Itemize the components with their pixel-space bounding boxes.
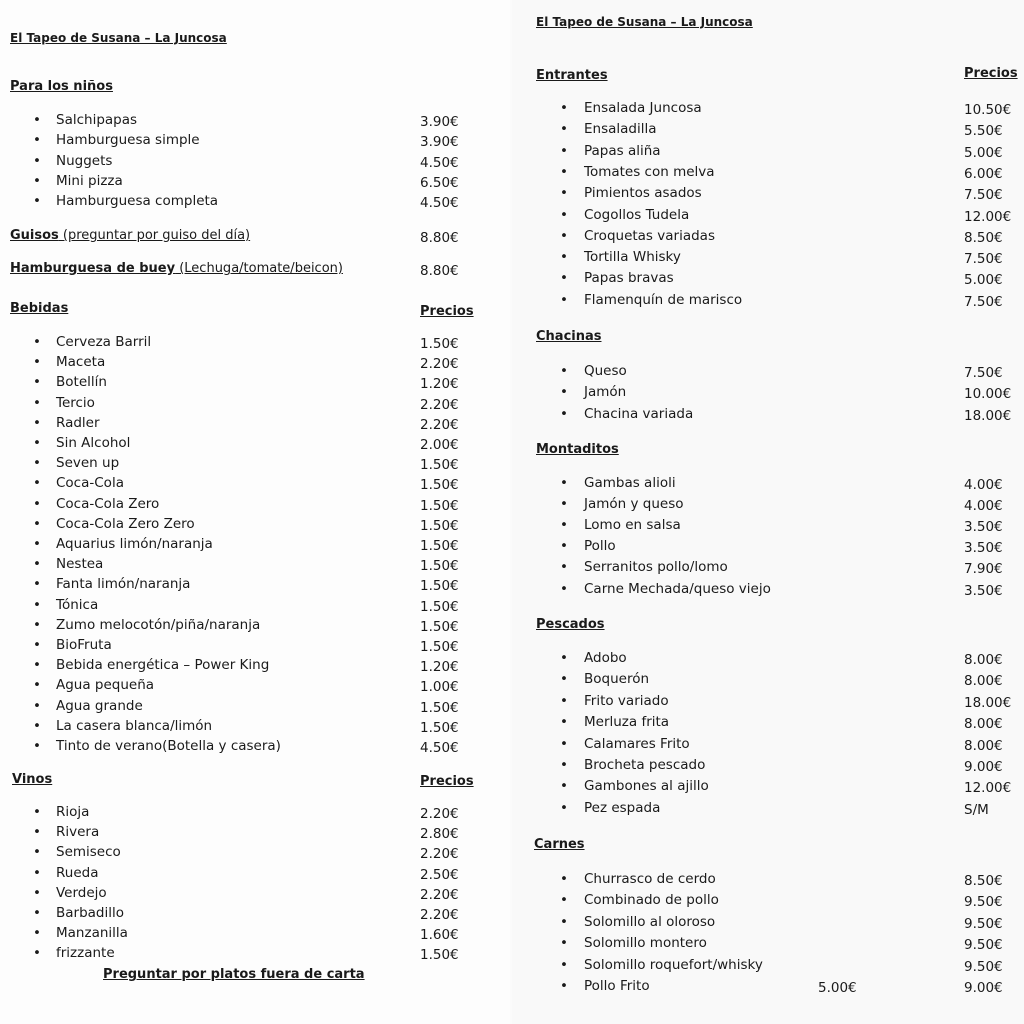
menu-item-price: 1.50€ bbox=[420, 639, 459, 655]
menu-item-name: Coca-Cola bbox=[56, 475, 124, 492]
bullet-icon bbox=[560, 757, 568, 773]
menu-item-name: Agua pequeña bbox=[56, 677, 155, 694]
hamburguesa-price: 8.80€ bbox=[420, 263, 459, 279]
menu-page-right bbox=[512, 0, 1024, 1024]
bullet-icon bbox=[33, 844, 41, 860]
menu-item-price: 7.50€ bbox=[964, 293, 1003, 310]
guisos-price: 8.80€ bbox=[420, 230, 459, 246]
menu-item-name: Mini pizza bbox=[56, 172, 123, 189]
menu-item-price: 2.00€ bbox=[420, 437, 459, 453]
menu-item-price: 1.00€ bbox=[420, 679, 459, 696]
menu-item-name: Lomo en salsa bbox=[584, 517, 681, 534]
menu-item-price: 18.00€ bbox=[964, 694, 1012, 711]
bullet-icon bbox=[560, 714, 568, 730]
menu-item-price: 1.50€ bbox=[420, 558, 459, 575]
menu-item-price: 1.50€ bbox=[420, 598, 459, 615]
bullet-icon bbox=[560, 517, 568, 533]
section-heading-ninos: Para los niños bbox=[10, 79, 113, 94]
menu-item-name: Seven up bbox=[56, 455, 120, 472]
menu-item-name: Botellín bbox=[56, 374, 107, 391]
menu-item-name: Papas aliña bbox=[584, 142, 661, 159]
menu-item-price: 2.20€ bbox=[420, 396, 459, 413]
menu-item-price: 8.00€ bbox=[964, 737, 1003, 754]
guisos-label: Guisos bbox=[10, 228, 59, 243]
bullet-icon bbox=[560, 650, 568, 666]
menu-item-price: 2.20€ bbox=[420, 806, 459, 822]
bullet-icon bbox=[33, 865, 41, 881]
bullet-icon bbox=[560, 249, 568, 265]
menu-item-name: Calamares Frito bbox=[584, 735, 690, 752]
menu-item-price: 1.50€ bbox=[420, 457, 459, 474]
menu-item-name: Croquetas variadas bbox=[584, 227, 715, 244]
menu-item-name: Gambones al ajillo bbox=[584, 778, 709, 795]
menu-item-price: 7.50€ bbox=[964, 365, 1003, 381]
menu-item-price: 1.50€ bbox=[420, 699, 459, 716]
bullet-icon bbox=[33, 637, 41, 653]
menu-item-price: 1.50€ bbox=[420, 947, 459, 964]
bullet-icon bbox=[33, 718, 41, 734]
menu-item-price: 10.50€ bbox=[964, 102, 1012, 118]
bullet-icon bbox=[560, 164, 568, 180]
menu-item-price: 2.20€ bbox=[420, 416, 459, 433]
menu-item-price: 9.50€ bbox=[964, 894, 1003, 911]
hamburguesa-label: Hamburguesa de buey bbox=[10, 261, 176, 276]
menu-item-price: S/M bbox=[964, 801, 989, 818]
bullet-icon bbox=[560, 800, 568, 816]
menu-item-price: 1.50€ bbox=[420, 618, 459, 635]
menu-item-price: 8.00€ bbox=[964, 652, 1003, 668]
menu-item-price: 2.20€ bbox=[420, 907, 459, 923]
menu-item-name: Jamón bbox=[584, 384, 627, 401]
bullet-icon bbox=[33, 173, 41, 189]
bullet-icon bbox=[33, 905, 41, 921]
menu-item-name: Verdejo bbox=[56, 884, 107, 901]
section-heading-bebidas: Bebidas bbox=[10, 301, 69, 316]
menu-item-name: Tónica bbox=[56, 596, 99, 613]
menu-item-price: 12.00€ bbox=[964, 208, 1012, 225]
menu-item-name: Pez espada bbox=[584, 799, 661, 816]
bullet-icon bbox=[560, 384, 568, 400]
menu-item-name: Serranitos pollo/lomo bbox=[584, 559, 728, 576]
menu-item-price: 18.00€ bbox=[964, 407, 1012, 424]
bullet-icon bbox=[560, 100, 568, 116]
menu-item-price: 1.50€ bbox=[420, 497, 459, 514]
menu-item-name: Merluza frita bbox=[584, 714, 670, 731]
section-heading-guisos bbox=[10, 228, 250, 243]
menu-item-name: Rivera bbox=[56, 824, 100, 841]
bullet-icon bbox=[33, 415, 41, 431]
price-header-bebidas: Precios bbox=[420, 304, 474, 319]
bullet-icon bbox=[560, 496, 568, 512]
menu-item-name: Papas bravas bbox=[584, 270, 674, 287]
guisos-note: (preguntar por guiso del día) bbox=[58, 228, 251, 243]
menu-item-price: 9.00€ bbox=[964, 759, 1003, 775]
menu-item-name: Tomates con melva bbox=[584, 163, 715, 180]
menu-item-name: Bebida energética – Power King bbox=[56, 657, 270, 674]
menu-item-name: Manzanilla bbox=[56, 925, 128, 942]
bullet-icon bbox=[560, 778, 568, 794]
bullet-icon bbox=[33, 885, 41, 901]
bullet-icon bbox=[33, 516, 41, 532]
menu-item-price: 8.50€ bbox=[964, 873, 1003, 889]
bullet-icon bbox=[33, 536, 41, 552]
menu-item-price: 2.20€ bbox=[420, 846, 459, 863]
menu-item-price: 4.00€ bbox=[964, 477, 1003, 493]
menu-item-name: Nuggets bbox=[56, 152, 113, 169]
menu-item-name: Solomillo roquefort/whisky bbox=[584, 956, 763, 973]
menu-item-price: 9.50€ bbox=[964, 937, 1003, 954]
bullet-icon bbox=[560, 871, 568, 887]
menu-item-price: 7.50€ bbox=[964, 187, 1003, 204]
menu-item-name: Tortilla Whisky bbox=[584, 249, 681, 266]
price-header-entrantes: Precios bbox=[964, 66, 1018, 81]
bullet-icon bbox=[560, 228, 568, 244]
section-heading-entrantes: Entrantes bbox=[536, 68, 608, 83]
menu-item-name: Jamón y queso bbox=[584, 496, 684, 513]
bullet-icon bbox=[33, 374, 41, 390]
bullet-icon bbox=[560, 935, 568, 951]
menu-item-name: Churrasco de cerdo bbox=[584, 871, 716, 887]
menu-item-name: Pollo bbox=[584, 538, 616, 555]
bullet-icon bbox=[560, 538, 568, 554]
menu-item-price: 4.50€ bbox=[420, 740, 459, 756]
menu-page-left bbox=[0, 0, 510, 1024]
menu-item-price: 3.50€ bbox=[964, 582, 1003, 599]
bullet-icon bbox=[560, 581, 568, 597]
bullet-icon bbox=[33, 576, 41, 592]
bullet-icon bbox=[560, 693, 568, 709]
menu-item-name: Combinado de pollo bbox=[584, 892, 719, 909]
bullet-icon bbox=[33, 354, 41, 370]
menu-item-name: Hamburguesa completa bbox=[56, 193, 219, 210]
menu-item-price: 1.50€ bbox=[420, 538, 459, 554]
menu-item-price: 5.50€ bbox=[964, 123, 1003, 140]
menu-item-price: 10.00€ bbox=[964, 386, 1012, 403]
menu-item-price: 9.50€ bbox=[964, 958, 1003, 975]
menu-item-name: Gambas alioli bbox=[584, 475, 676, 491]
menu-item-price: 3.90€ bbox=[420, 114, 459, 130]
menu-item-name: Nestea bbox=[56, 556, 104, 573]
menu-item-price: 12.00€ bbox=[964, 780, 1012, 797]
menu-item-name: La casera blanca/limón bbox=[56, 717, 213, 734]
menu-item-half-price: 5.00€ bbox=[818, 980, 857, 996]
section-heading-hamburguesa bbox=[10, 261, 343, 276]
bullet-icon bbox=[560, 914, 568, 930]
menu-item-price: 7.90€ bbox=[964, 561, 1003, 578]
menu-item-price: 2.20€ bbox=[420, 356, 459, 373]
footer-note: Preguntar por platos fuera de carta bbox=[103, 967, 365, 982]
menu-item-name: Semiseco bbox=[56, 844, 121, 861]
bullet-icon bbox=[560, 957, 568, 973]
menu-item-name: Queso bbox=[584, 363, 627, 379]
menu-item-price: 1.20€ bbox=[420, 659, 459, 676]
menu-item-name: BioFruta bbox=[56, 637, 112, 653]
menu-item-name: Cogollos Tudela bbox=[584, 206, 690, 223]
menu-item-name: Zumo melocotón/piña/naranja bbox=[56, 616, 261, 633]
bullet-icon bbox=[33, 435, 41, 451]
bullet-icon bbox=[33, 824, 41, 840]
menu-item-name: Flamenquín de marisco bbox=[584, 291, 743, 308]
bullet-icon bbox=[33, 132, 41, 148]
menu-item-price: 2.20€ bbox=[420, 886, 459, 903]
menu-item-name: Tinto de verano(Botella y casera) bbox=[56, 738, 281, 754]
bullet-icon bbox=[33, 496, 41, 512]
section-heading-montaditos: Montaditos bbox=[536, 442, 619, 457]
section-heading-pescados: Pescados bbox=[536, 617, 605, 632]
menu-item-name: Adobo bbox=[584, 650, 627, 666]
menu-item-name: Boquerón bbox=[584, 671, 650, 688]
menu-item-name: Salchipapas bbox=[56, 112, 138, 128]
menu-item-name: Coca-Cola Zero Zero bbox=[56, 515, 195, 532]
menu-item-price: 4.50€ bbox=[420, 154, 459, 171]
menu-item-price: 3.50€ bbox=[964, 519, 1003, 536]
bullet-icon bbox=[33, 738, 41, 754]
bullet-icon bbox=[560, 270, 568, 286]
menu-item-price: 2.50€ bbox=[420, 866, 459, 883]
menu-item-price: 7.50€ bbox=[964, 251, 1003, 268]
menu-item-price: 1.50€ bbox=[420, 719, 459, 736]
menu-item-name: Cerveza Barril bbox=[56, 334, 152, 350]
menu-item-price: 3.90€ bbox=[420, 134, 459, 151]
menu-item-price: 1.50€ bbox=[420, 578, 459, 595]
menu-item-name: Rueda bbox=[56, 864, 99, 881]
menu-item-name: Coca-Cola Zero bbox=[56, 495, 160, 512]
menu-item-price: 5.00€ bbox=[964, 272, 1003, 289]
menu-item-name: Chacina variada bbox=[584, 405, 694, 422]
bullet-icon bbox=[33, 804, 41, 820]
bullet-icon bbox=[560, 736, 568, 752]
bullet-icon bbox=[560, 121, 568, 137]
bullet-icon bbox=[33, 925, 41, 941]
menu-item-price: 1.50€ bbox=[420, 517, 459, 534]
bullet-icon bbox=[33, 556, 41, 572]
menu-item-name: Rioja bbox=[56, 804, 90, 820]
menu-title: El Tapeo de Susana – La Juncosa bbox=[10, 31, 227, 45]
bullet-icon bbox=[33, 112, 41, 128]
bullet-icon bbox=[33, 945, 41, 961]
menu-item-price: 5.00€ bbox=[964, 144, 1003, 161]
menu-item-name: Pimientos asados bbox=[584, 185, 702, 202]
bullet-icon bbox=[33, 334, 41, 350]
bullet-icon bbox=[560, 185, 568, 201]
menu-item-price: 1.50€ bbox=[420, 336, 459, 352]
menu-item-name: Agua grande bbox=[56, 697, 143, 714]
menu-item-name: frizzante bbox=[56, 945, 115, 962]
menu-item-name: Sin Alcohol bbox=[56, 435, 131, 451]
bullet-icon bbox=[560, 978, 568, 994]
bullet-icon bbox=[33, 677, 41, 693]
bullet-icon bbox=[33, 698, 41, 714]
hamburguesa-note: (Lechuga/tomate/beicon) bbox=[175, 261, 343, 276]
menu-item-name: Solomillo montero bbox=[584, 935, 707, 952]
menu-item-name: Tercio bbox=[56, 394, 95, 411]
menu-item-price: 8.00€ bbox=[964, 673, 1003, 690]
bullet-icon bbox=[560, 143, 568, 159]
menu-item-price: 9.50€ bbox=[964, 915, 1003, 932]
bullet-icon bbox=[33, 455, 41, 471]
bullet-icon bbox=[560, 559, 568, 575]
menu-item-name: Fanta limón/naranja bbox=[56, 576, 191, 593]
menu-item-price: 4.00€ bbox=[964, 498, 1003, 515]
menu-item-name: Hamburguesa simple bbox=[56, 132, 200, 149]
bullet-icon bbox=[33, 475, 41, 491]
bullet-icon bbox=[560, 671, 568, 687]
menu-item-price: 3.50€ bbox=[964, 540, 1003, 557]
menu-item-name: Frito variado bbox=[584, 692, 669, 709]
menu-item-name: Ensaladilla bbox=[584, 121, 657, 138]
bullet-icon bbox=[33, 657, 41, 673]
menu-item-price: 1.60€ bbox=[420, 927, 459, 944]
menu-item-name: Maceta bbox=[56, 354, 106, 371]
menu-title: El Tapeo de Susana – La Juncosa bbox=[536, 15, 753, 29]
menu-item-price: 8.00€ bbox=[964, 716, 1003, 733]
menu-item-name: Solomillo al oloroso bbox=[584, 913, 716, 930]
bullet-icon bbox=[560, 363, 568, 379]
menu-item-price: 8.50€ bbox=[964, 229, 1003, 246]
bullet-icon bbox=[33, 597, 41, 613]
bullet-icon bbox=[560, 892, 568, 908]
section-heading-vinos: Vinos bbox=[12, 772, 53, 787]
menu-item-price: 9.00€ bbox=[964, 980, 1003, 996]
section-heading-carnes: Carnes bbox=[534, 837, 585, 852]
menu-item-price: 6.50€ bbox=[420, 174, 459, 191]
menu-item-name: Barbadillo bbox=[56, 905, 125, 921]
bullet-icon bbox=[33, 153, 41, 169]
price-header-vinos: Precios bbox=[420, 774, 474, 789]
bullet-icon bbox=[33, 395, 41, 411]
menu-item-name: Ensalada Juncosa bbox=[584, 100, 702, 116]
menu-item-name: Pollo Frito bbox=[584, 978, 650, 994]
section-heading-chacinas: Chacinas bbox=[536, 329, 602, 344]
menu-item-price: 1.20€ bbox=[420, 376, 459, 393]
menu-item-name: Radler bbox=[56, 414, 100, 431]
bullet-icon bbox=[560, 292, 568, 308]
bullet-icon bbox=[33, 193, 41, 209]
menu-item-name: Carne Mechada/queso viejo bbox=[584, 580, 771, 597]
menu-item-name: Brocheta pescado bbox=[584, 757, 706, 773]
bullet-icon bbox=[33, 617, 41, 633]
menu-item-name: Aquarius limón/naranja bbox=[56, 536, 213, 552]
menu-item-price: 4.50€ bbox=[420, 195, 459, 212]
bullet-icon bbox=[560, 475, 568, 491]
bullet-icon bbox=[560, 406, 568, 422]
bullet-icon bbox=[560, 207, 568, 223]
menu-item-price: 2.80€ bbox=[420, 826, 459, 843]
menu-item-price: 6.00€ bbox=[964, 165, 1003, 182]
menu-item-price: 1.50€ bbox=[420, 477, 459, 494]
